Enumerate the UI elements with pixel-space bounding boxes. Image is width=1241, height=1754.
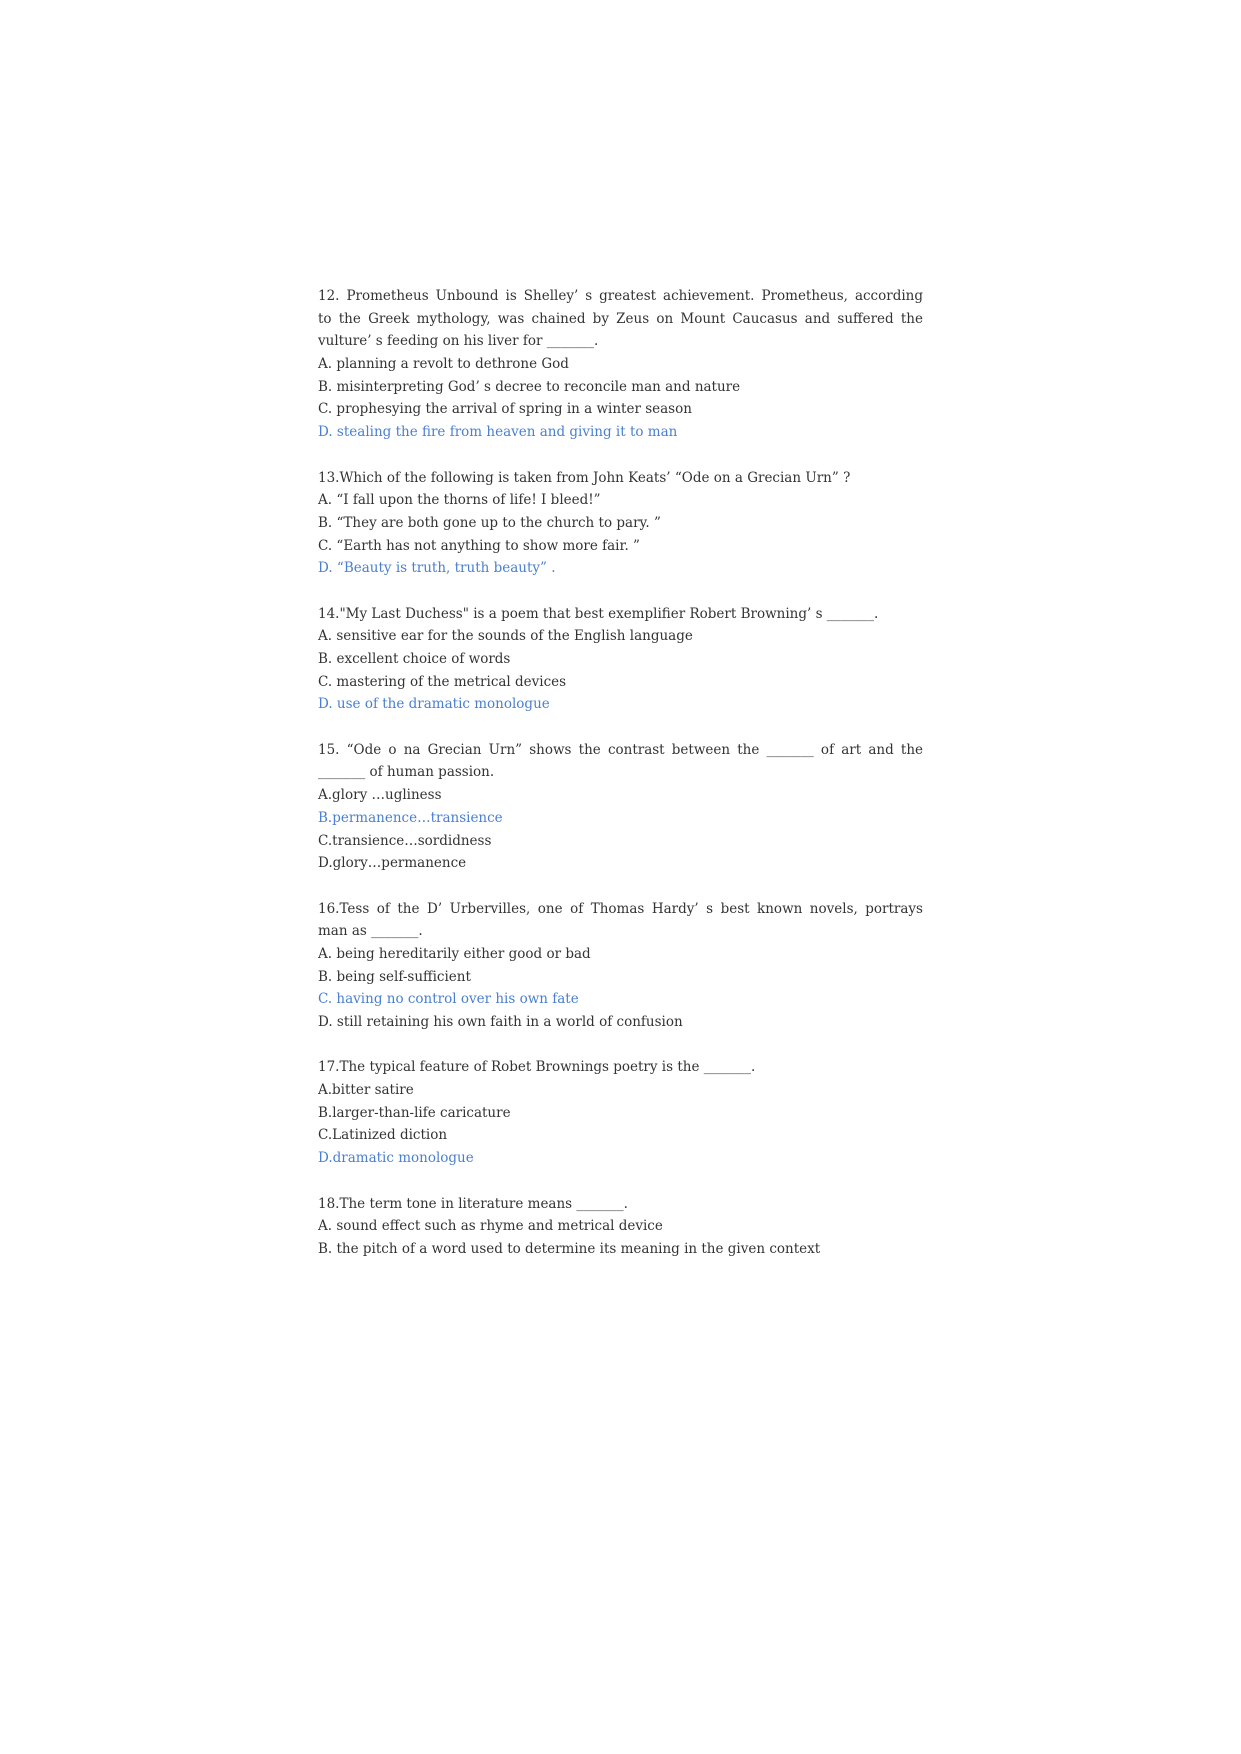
answer-option: B. misinterpreting God’ s decree to reconcile man and nature <box>318 378 741 395</box>
question-block <box>318 739 923 875</box>
question-block <box>318 467 923 580</box>
answer-option: C. prophesying the arrival of spring in a winter season <box>318 401 692 418</box>
answer-option: A. “I fall upon the thorns of life! I bleed!” <box>318 492 601 509</box>
question-block <box>318 1056 923 1169</box>
answer-option: D. still retaining his own faith in a world of confusion <box>318 1014 683 1030</box>
answer-option: A. sound effect such as rhyme and metrical device <box>318 1218 663 1235</box>
answer-option: A.bitter satire <box>318 1082 414 1099</box>
question-stem-line: 15. “Ode o na Grecian Urn” shows the contrast between the _______ of art and the <box>318 741 923 758</box>
question-stem-line: _______ of human passion. <box>318 764 495 781</box>
question-block <box>318 1193 923 1261</box>
answer-option: A.glory …ugliness <box>318 787 442 804</box>
question-block <box>318 603 923 716</box>
question-stem-line: man as _______. <box>318 923 423 940</box>
correct-option: D. stealing the fire from heaven and giving it to man <box>318 424 678 441</box>
question-stem-line: 16.Tess of the D’ Urbervilles, one of Thomas Hardy’ s best known novels, portrays <box>318 900 923 917</box>
answer-option: C.transience…sordidness <box>318 832 492 849</box>
answer-option: C.Latinized diction <box>318 1127 448 1144</box>
question-block <box>318 285 923 444</box>
question-stem-line: 17.The typical feature of Robet Brownings poetry is the _______. <box>318 1059 756 1076</box>
answer-option: A. being hereditarily either good or bad <box>318 945 591 962</box>
answer-option: A. sensitive ear for the sounds of the English language <box>318 628 693 645</box>
document-body <box>318 285 923 1283</box>
answer-option: B.larger-than-life caricature <box>318 1104 511 1121</box>
answer-option: B. excellent choice of words <box>318 651 511 667</box>
question-stem-line: vulture’ s feeding on his liver for _______. <box>318 333 599 350</box>
question-block <box>318 898 923 1034</box>
answer-option: B. the pitch of a word used to determine its meaning in the given context <box>318 1240 821 1257</box>
correct-option: D. “Beauty is truth, truth beauty” . <box>318 560 556 577</box>
question-stem-line: 14."My Last Duchess" is a poem that best exemplifier Robert Browning’ s _______. <box>318 605 879 622</box>
question-stem-line: to the Greek mythology, was chained by Zeus on Mount Caucasus and suffered the <box>318 310 923 327</box>
question-stem-line: 13.Which of the following is taken from John Keats’ “Ode on a Grecian Urn” ? <box>318 469 851 486</box>
answer-option: A. planning a revolt to dethrone God <box>318 356 569 373</box>
answer-option: D.glory…permanence <box>318 855 467 872</box>
answer-option: C. mastering of the metrical devices <box>318 673 567 690</box>
correct-option: B.permanence…transience <box>318 809 503 826</box>
question-stem-line: 12. Prometheus Unbound is Shelley’ s greatest achievement. Prometheus, according <box>318 288 923 304</box>
answer-option: C. “Earth has not anything to show more fair. ” <box>318 537 640 554</box>
correct-option: D. use of the dramatic monologue <box>318 696 550 713</box>
correct-option: D.dramatic monologue <box>318 1150 474 1167</box>
correct-option: C. having no control over his own fate <box>318 991 579 1008</box>
answer-option: B. being self-sufficient <box>318 968 471 985</box>
question-stem-line: 18.The term tone in literature means _______. <box>318 1195 628 1212</box>
answer-option: B. “They are both gone up to the church to pary. ” <box>318 514 661 531</box>
